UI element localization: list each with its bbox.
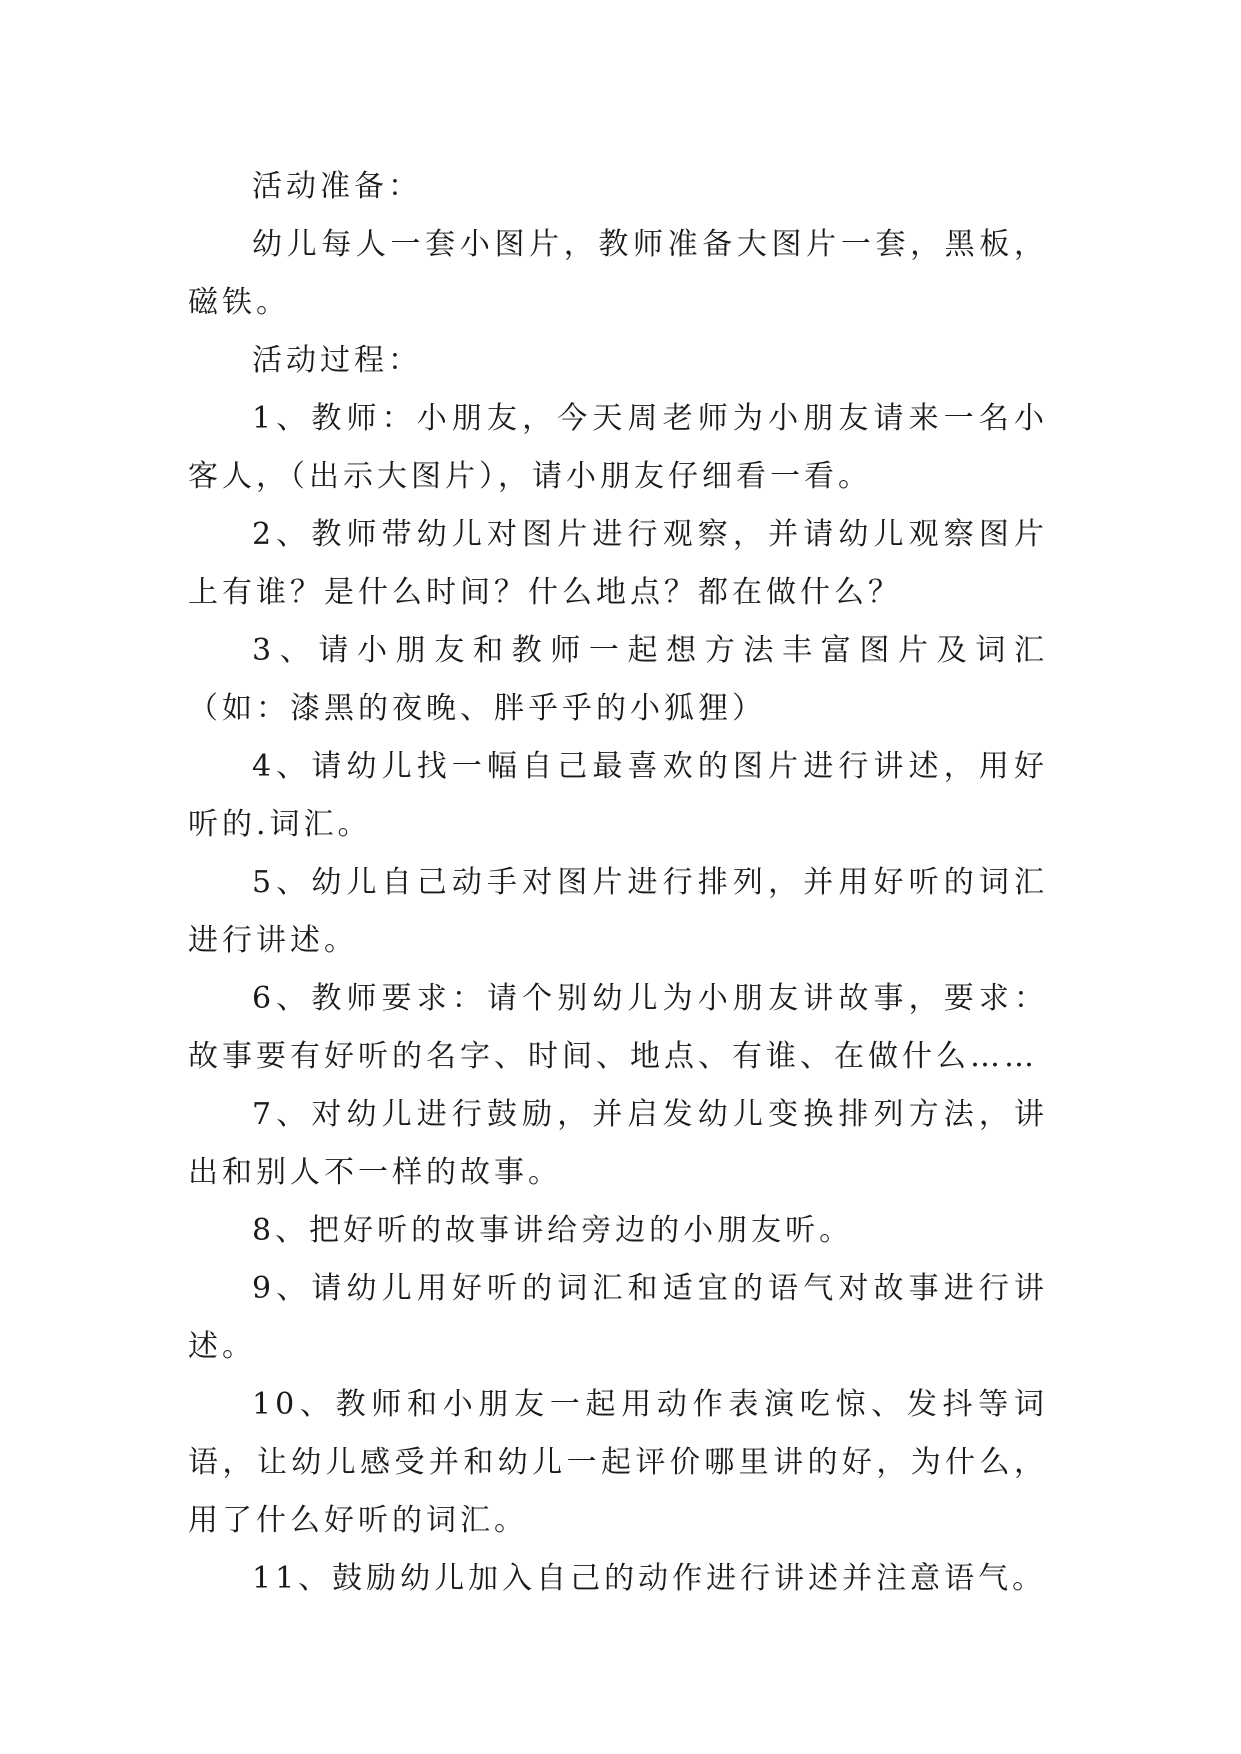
step-item: 2、教师带幼儿对图片进行观察，并请幼儿观察图片上有谁？是什么时间？什么地点？都在做什么？ — [188, 517, 1048, 610]
step-item: 6、教师要求：请个别幼儿为小朋友讲故事，要求：故事要有好听的名字、时间、地点、有谁、在做什么…… — [188, 981, 1048, 1074]
step-item: 4、请幼儿找一幅自己最喜欢的图片进行讲述，用好听的.词汇。 — [188, 749, 1048, 842]
step-item: 8、把好听的故事讲给旁边的小朋友听。 — [252, 1213, 854, 1248]
step-item: 10、教师和小朋友一起用动作表演吃惊、发抖等词语，让幼儿感受并和幼儿一起评价哪里讲的好，为什么，用了什么好听的词汇。 — [188, 1387, 1048, 1538]
step-item: 9、请幼儿用好听的词汇和适宜的语气对故事进行讲述。 — [188, 1271, 1048, 1364]
paragraph: 幼儿每人一套小图片，教师准备大图片一套，黑板，磁铁。 — [188, 227, 1048, 320]
document-body — [188, 158, 1048, 1608]
step-item: 1、教师：小朋友，今天周老师为小朋友请来一名小客人，（出示大图片），请小朋友仔细看一看。 — [188, 401, 1048, 494]
step-item: 11、鼓励幼儿加入自己的动作进行讲述并注意语气。 — [252, 1561, 1047, 1596]
step-item: 5、幼儿自己动手对图片进行排列，并用好听的词汇进行讲述。 — [188, 865, 1048, 958]
section-heading-preparation: 活动准备： — [252, 169, 422, 204]
step-item: 3、请小朋友和教师一起想方法丰富图片及词汇（如：漆黑的夜晚、胖乎乎的小狐狸） — [188, 633, 1048, 726]
section-heading-process: 活动过程： — [252, 343, 422, 378]
step-item: 7、对幼儿进行鼓励，并启发幼儿变换排列方法，讲出和别人不一样的故事。 — [188, 1097, 1048, 1190]
